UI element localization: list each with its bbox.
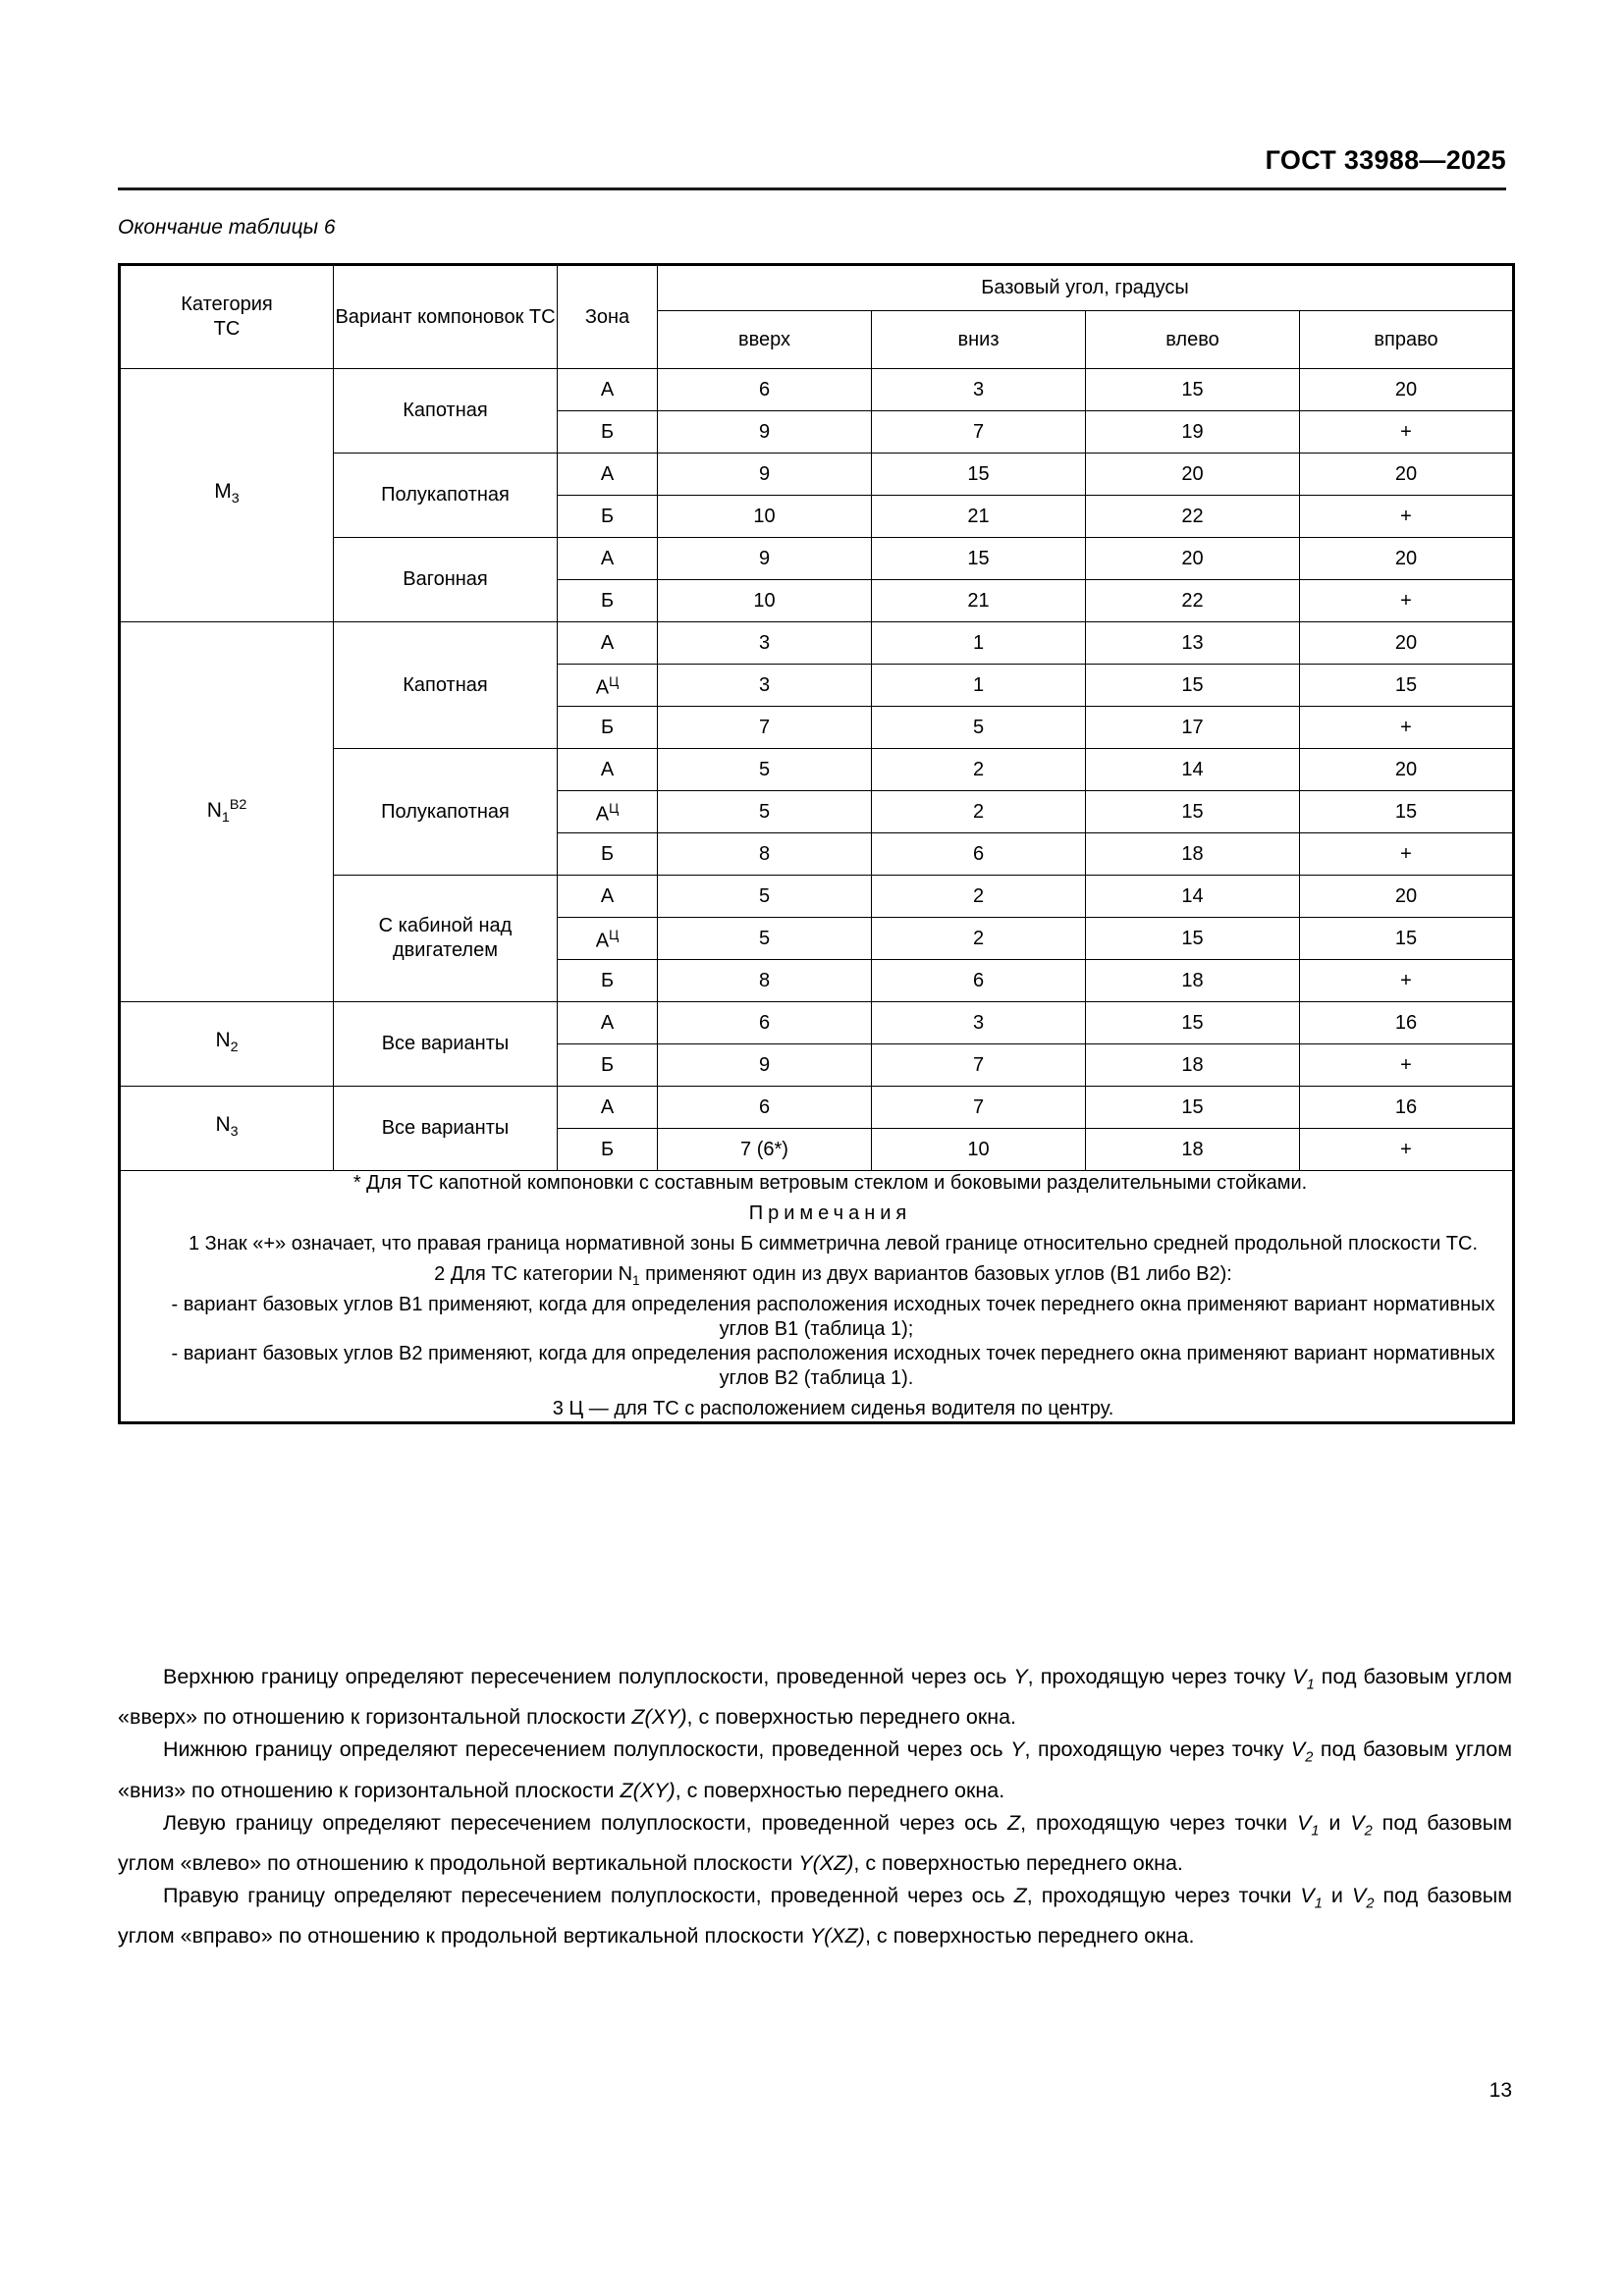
cell-zone: $А^Ц$ xyxy=(558,918,658,960)
cell-angle-up: 8 xyxy=(658,960,872,1002)
cell-zone: $А^Ц$ xyxy=(558,791,658,833)
cell-angle-right: 20 xyxy=(1300,369,1514,411)
cell-angle-up: 5 xyxy=(658,918,872,960)
cell-zone: Б xyxy=(558,707,658,749)
cell-angle-down: 15 xyxy=(872,454,1086,496)
cell-zone: А xyxy=(558,369,658,411)
cell-angle-up: 9 xyxy=(658,538,872,580)
cell-angle-right: 15 xyxy=(1300,918,1514,960)
cell-angle-up: 3 xyxy=(658,622,872,665)
table-row xyxy=(120,1087,1514,1129)
table-row xyxy=(120,1002,1514,1044)
cell-angle-up: 8 xyxy=(658,833,872,876)
cell-layout-variant: Полукапотная xyxy=(334,749,558,876)
cell-angle-down: 2 xyxy=(872,791,1086,833)
cell-angle-left: 22 xyxy=(1086,580,1300,622)
cell-angle-up: 10 xyxy=(658,580,872,622)
cell-angle-right: + xyxy=(1300,580,1514,622)
cell-layout-variant: Капотная xyxy=(334,622,558,749)
cell-angle-up: 5 xyxy=(658,791,872,833)
table-row xyxy=(120,369,1514,411)
cell-angle-up: 9 xyxy=(658,411,872,454)
cell-layout-variant: Капотная xyxy=(334,369,558,454)
cell-zone: А xyxy=(558,538,658,580)
col-header-layout-variant: Вариант компоновок ТС xyxy=(334,265,558,369)
col-header-right: вправо xyxy=(1300,311,1514,369)
cell-angle-up: 7 xyxy=(658,707,872,749)
cell-angle-left: 17 xyxy=(1086,707,1300,749)
cell-angle-right: 20 xyxy=(1300,749,1514,791)
cell-angle-right: 15 xyxy=(1300,665,1514,707)
cell-angle-right: + xyxy=(1300,707,1514,749)
table-body xyxy=(120,369,1514,1171)
cell-angle-right: 20 xyxy=(1300,622,1514,665)
table-header xyxy=(120,265,1514,369)
cell-zone: А xyxy=(558,876,658,918)
cell-angle-down: 2 xyxy=(872,918,1086,960)
cell-angle-up: 9 xyxy=(658,1044,872,1087)
cell-angle-right: 20 xyxy=(1300,876,1514,918)
paragraph-right-boundary: Правую границу определяют пересечением полуплоскости, проведенной через ось Z, проходящую через точки $V_1$ и $V_2$ под базовым углом «вправо» по отношению к продольной вертикальной плоскости Y(XZ), с поверхностью переднего окна. xyxy=(118,1883,1512,1949)
cell-category: $N_2$ xyxy=(120,1002,334,1087)
cell-angle-down: 3 xyxy=(872,369,1086,411)
notes-heading: Примечания xyxy=(748,1202,912,1224)
cell-angle-left: 15 xyxy=(1086,1002,1300,1044)
cell-zone: А xyxy=(558,1002,658,1044)
cell-angle-up: 10 xyxy=(658,496,872,538)
cell-angle-down: 6 xyxy=(872,960,1086,1002)
header-rule xyxy=(118,187,1506,190)
cell-zone: Б xyxy=(558,960,658,1002)
base-angles-table xyxy=(118,263,1515,1424)
cell-zone: А xyxy=(558,454,658,496)
cell-angle-left: 13 xyxy=(1086,622,1300,665)
cell-angle-up: 6 xyxy=(658,1087,872,1129)
cell-angle-down: 2 xyxy=(872,876,1086,918)
cell-angle-down: 15 xyxy=(872,538,1086,580)
cell-angle-right: + xyxy=(1300,496,1514,538)
cell-zone: $А^Ц$ xyxy=(558,665,658,707)
cell-angle-left: 18 xyxy=(1086,1129,1300,1171)
cell-angle-up: 3 xyxy=(658,665,872,707)
cell-angle-left: 15 xyxy=(1086,1087,1300,1129)
note-2-dash-2: - вариант базовых углов В2 применяют, когда для определения расположения исходных точек переднего окна применяют вариант нормативных углов В2 (таблица 1). xyxy=(171,1343,1495,1389)
col-header-zone: Зона xyxy=(558,265,658,369)
cell-angle-right: + xyxy=(1300,1044,1514,1087)
cell-angle-up: 6 xyxy=(658,1002,872,1044)
cell-angle-down: 1 xyxy=(872,622,1086,665)
cell-angle-right: + xyxy=(1300,1129,1514,1171)
note-2-dash-1: - вариант базовых углов В1 применяют, когда для определения расположения исходных точек переднего окна применяют вариант нормативных углов В1 (таблица 1); xyxy=(171,1294,1495,1340)
cell-category: $M_3$ xyxy=(120,369,334,622)
cell-angle-down: 7 xyxy=(872,1044,1086,1087)
cell-zone: Б xyxy=(558,580,658,622)
table-caption: Окончание таблицы 6 xyxy=(118,216,336,239)
table-6-continuation xyxy=(118,263,1512,1424)
cell-angle-down: 7 xyxy=(872,1087,1086,1129)
note-2: 2 Для ТС категории $N_1$ применяют один из двух вариантов базовых углов (В1 либо В2): xyxy=(434,1263,1232,1288)
cell-angle-down: 21 xyxy=(872,496,1086,538)
cell-category: $N_3$ xyxy=(120,1087,334,1171)
paragraph-left-boundary: Левую границу определяют пересечением полуплоскости, проведенной через ось Z, проходящую через точки $V_1$ и $V_2$ под базовым углом «влево» по отношению к продольной вертикальной плоскости Y(XZ), с поверхностью переднего окна. xyxy=(118,1810,1512,1875)
cell-zone: Б xyxy=(558,833,658,876)
cell-angle-down: 1 xyxy=(872,665,1086,707)
cell-layout-variant: Все варианты xyxy=(334,1087,558,1171)
cell-angle-up: 9 xyxy=(658,454,872,496)
cell-angle-left: 18 xyxy=(1086,833,1300,876)
cell-angle-left: 20 xyxy=(1086,538,1300,580)
cell-angle-right: 20 xyxy=(1300,538,1514,580)
standard-number: ГОСТ 33988—2025 xyxy=(1265,145,1506,175)
cell-angle-right: 20 xyxy=(1300,454,1514,496)
cell-angle-down: 21 xyxy=(872,580,1086,622)
footnote-block xyxy=(120,1171,1514,1423)
cell-angle-left: 15 xyxy=(1086,369,1300,411)
col-header-up: вверх xyxy=(658,311,872,369)
col-header-base-angle: Базовый угол, градусы xyxy=(658,265,1514,311)
note-1: 1 Знак «+» означает, что правая граница нормативной зоны Б симметрична левой границе относительно средней продольной плоскости ТС. xyxy=(188,1233,1479,1255)
cell-angle-down: 7 xyxy=(872,411,1086,454)
cell-zone: А xyxy=(558,749,658,791)
col-header-down: вниз xyxy=(872,311,1086,369)
cell-angle-left: 18 xyxy=(1086,1044,1300,1087)
cell-angle-up: 7 (6*) xyxy=(658,1129,872,1171)
cell-angle-left: 19 xyxy=(1086,411,1300,454)
cell-angle-down: 2 xyxy=(872,749,1086,791)
paragraph-lower-boundary: Нижнюю границу определяют пересечением полуплоскости, проведенной через ось Y, проходящую через точку $V_2$ под базовым углом «вниз» по отношению к горизонтальной плоскости Z(XY), с поверхностью переднего окна. xyxy=(118,1737,1512,1802)
cell-angle-right: + xyxy=(1300,960,1514,1002)
col-header-left: влево xyxy=(1086,311,1300,369)
cell-layout-variant: Полукапотная xyxy=(334,454,558,538)
cell-angle-up: 6 xyxy=(658,369,872,411)
cell-zone: А xyxy=(558,1087,658,1129)
cell-angle-right: 16 xyxy=(1300,1087,1514,1129)
cell-zone: Б xyxy=(558,1129,658,1171)
footnote-star: * Для ТС капотной компоновки с составным ветровым стеклом и боковыми разделительными стойками. xyxy=(352,1172,1308,1194)
col-header-category: Категория ТС xyxy=(120,265,334,369)
cell-angle-left: 14 xyxy=(1086,749,1300,791)
cell-angle-left: 15 xyxy=(1086,791,1300,833)
cell-angle-left: 20 xyxy=(1086,454,1300,496)
cell-angle-left: 22 xyxy=(1086,496,1300,538)
cell-angle-left: 14 xyxy=(1086,876,1300,918)
cell-angle-left: 18 xyxy=(1086,960,1300,1002)
cell-zone: Б xyxy=(558,1044,658,1087)
cell-layout-variant: Вагонная xyxy=(334,538,558,622)
cell-zone: Б xyxy=(558,411,658,454)
cell-angle-left: 15 xyxy=(1086,918,1300,960)
cell-angle-down: 6 xyxy=(872,833,1086,876)
table-row xyxy=(120,622,1514,665)
cell-angle-down: 5 xyxy=(872,707,1086,749)
cell-angle-up: 5 xyxy=(658,749,872,791)
page-number: 13 xyxy=(1489,2079,1512,2102)
cell-layout-variant: Все варианты xyxy=(334,1002,558,1087)
cell-angle-up: 5 xyxy=(658,876,872,918)
cell-layout-variant: С кабиной над двигателем xyxy=(334,876,558,1002)
cell-angle-right: + xyxy=(1300,411,1514,454)
cell-angle-down: 10 xyxy=(872,1129,1086,1171)
cell-angle-left: 15 xyxy=(1086,665,1300,707)
cell-angle-down: 3 xyxy=(872,1002,1086,1044)
note-3: 3 Ц — для ТС с расположением сиденья водителя по центру. xyxy=(552,1398,1114,1419)
cell-zone: А xyxy=(558,622,658,665)
cell-angle-right: 16 xyxy=(1300,1002,1514,1044)
cell-category: $N_1^{B2}$ xyxy=(120,622,334,1002)
cell-zone: Б xyxy=(558,496,658,538)
paragraph-upper-boundary: Верхнюю границу определяют пересечением полуплоскости, проведенной через ось Y, проходящую через точку $V_1$ под базовым углом «вверх» по отношению к горизонтальной плоскости Z(XY), с поверхностью переднего окна. xyxy=(118,1665,1512,1730)
table-footnotes xyxy=(120,1171,1514,1423)
cell-angle-right: 15 xyxy=(1300,791,1514,833)
body-paragraphs xyxy=(118,1661,1512,1952)
cell-angle-right: + xyxy=(1300,833,1514,876)
page-header xyxy=(118,143,1506,183)
